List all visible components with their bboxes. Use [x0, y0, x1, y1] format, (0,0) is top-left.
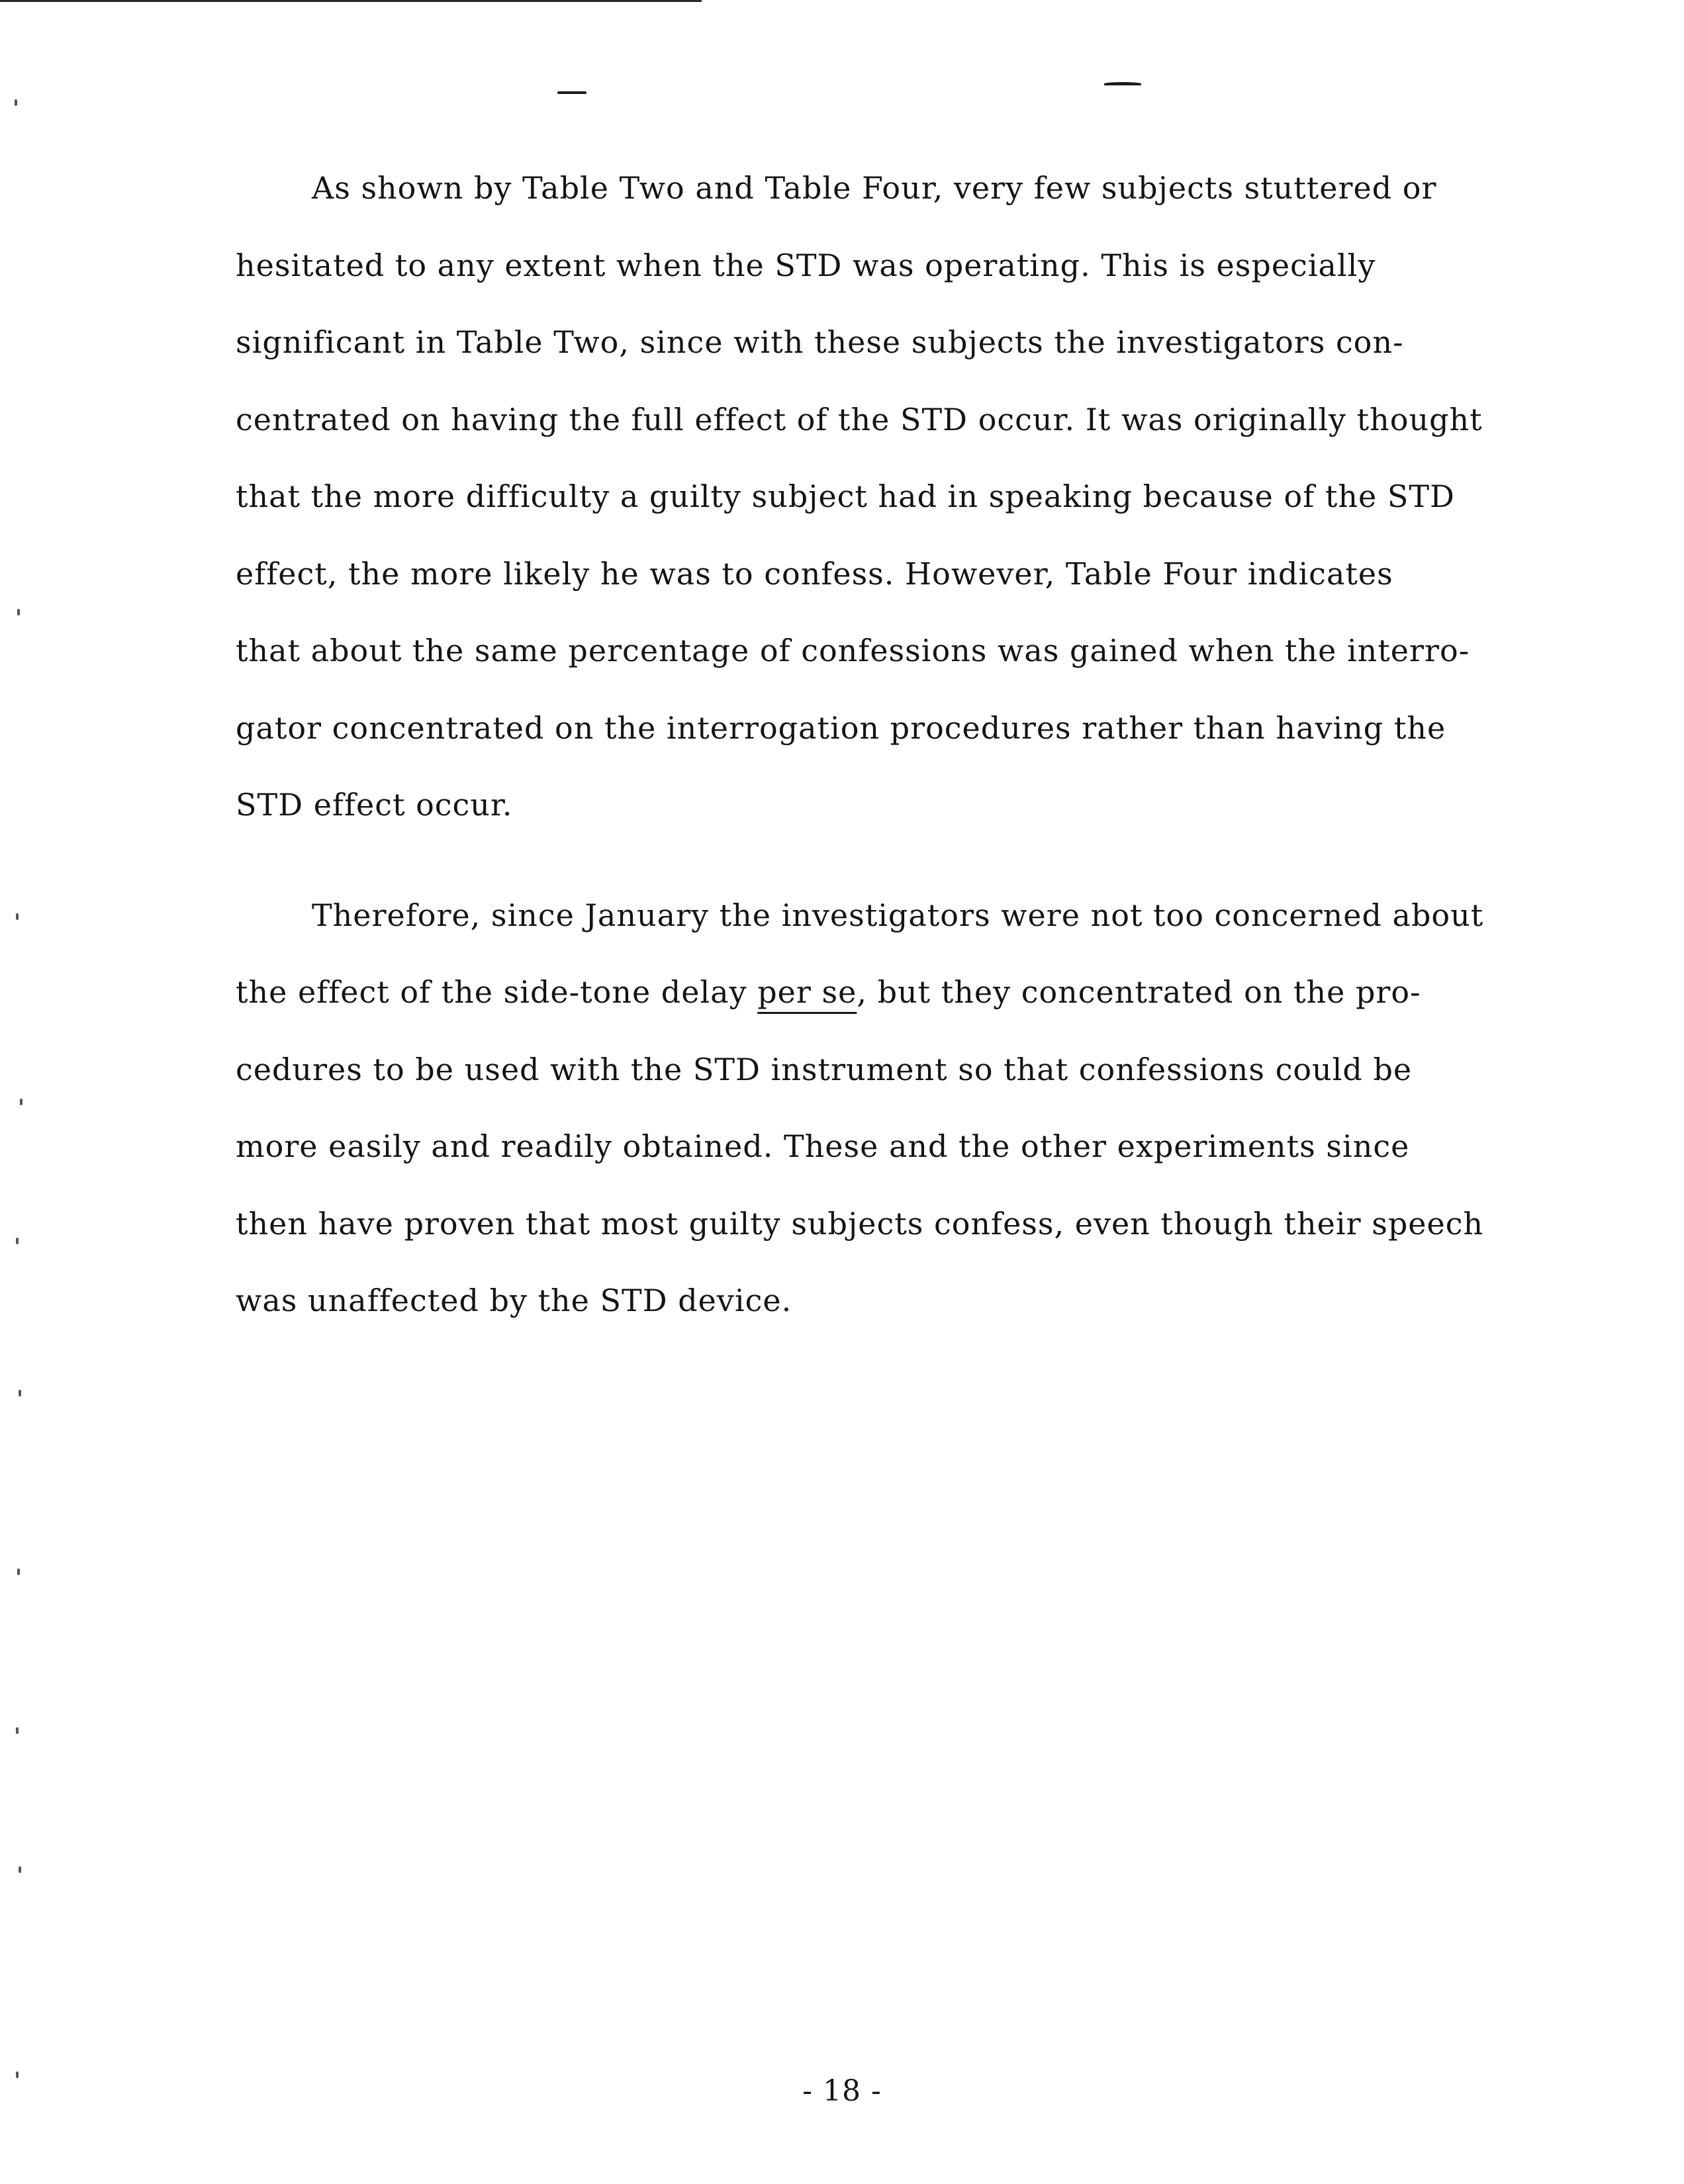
- margin-speck: [17, 609, 20, 615]
- text-line: Therefore, since January the investigators were not too concerned about: [312, 897, 1484, 933]
- text-line: centrated on having the full effect of the STD occur. It was originally thought: [236, 401, 1483, 437]
- scan-mark-right: [1104, 82, 1141, 85]
- margin-speck: [19, 1866, 21, 1873]
- margin-speck: [19, 1390, 21, 1396]
- page-number: - 18 -: [802, 2074, 882, 2108]
- text-line: As shown by Table Two and Table Four, very few subjects stuttered or: [312, 170, 1437, 206]
- margin-speck: [16, 1727, 19, 1734]
- text-line: that about the same percentage of confessions was gained when the interro-: [236, 633, 1470, 668]
- top-edge-rule: [0, 0, 702, 2]
- text-line: then have proven that most guilty subjects confess, even though their speech: [236, 1205, 1484, 1242]
- text-segment: , but they concentrated on the pro-: [857, 974, 1421, 1010]
- margin-speck: [20, 1099, 23, 1105]
- margin-speck: [16, 1238, 19, 1244]
- text-line-with-emphasis: [236, 954, 1550, 1031]
- underlined-phrase: per se: [757, 974, 857, 1010]
- body-text: [236, 150, 1550, 1340]
- text-line: more easily and readily obtained. These and the other experiments since: [236, 1128, 1410, 1164]
- margin-speck: [17, 1569, 20, 1575]
- scan-mark-left: [557, 91, 586, 94]
- text-line: STD effect occur.: [236, 787, 513, 823]
- paragraph-1: [236, 150, 1550, 844]
- text-line: effect, the more likely he was to confess. However, Table Four indicates: [236, 555, 1393, 592]
- margin-speck: [15, 99, 17, 106]
- binding-margin-specks: [12, 93, 45, 2158]
- text-segment: the effect of the side-tone delay: [236, 974, 758, 1010]
- text-line: significant in Table Two, since with these subjects the investigators con-: [236, 324, 1404, 360]
- text-line: that the more difficulty a guilty subject had in speaking because of the STD: [236, 478, 1455, 514]
- margin-speck: [16, 913, 19, 920]
- paragraph-2: [236, 877, 1550, 1340]
- text-line: hesitated to any extent when the STD was operating. This is especially: [236, 247, 1376, 283]
- text-line: gator concentrated on the interrogation procedures rather than having the: [236, 709, 1446, 746]
- text-line: was unaffected by the STD device.: [236, 1283, 792, 1318]
- text-line: cedures to be used with the STD instrument so that confessions could be: [236, 1051, 1413, 1087]
